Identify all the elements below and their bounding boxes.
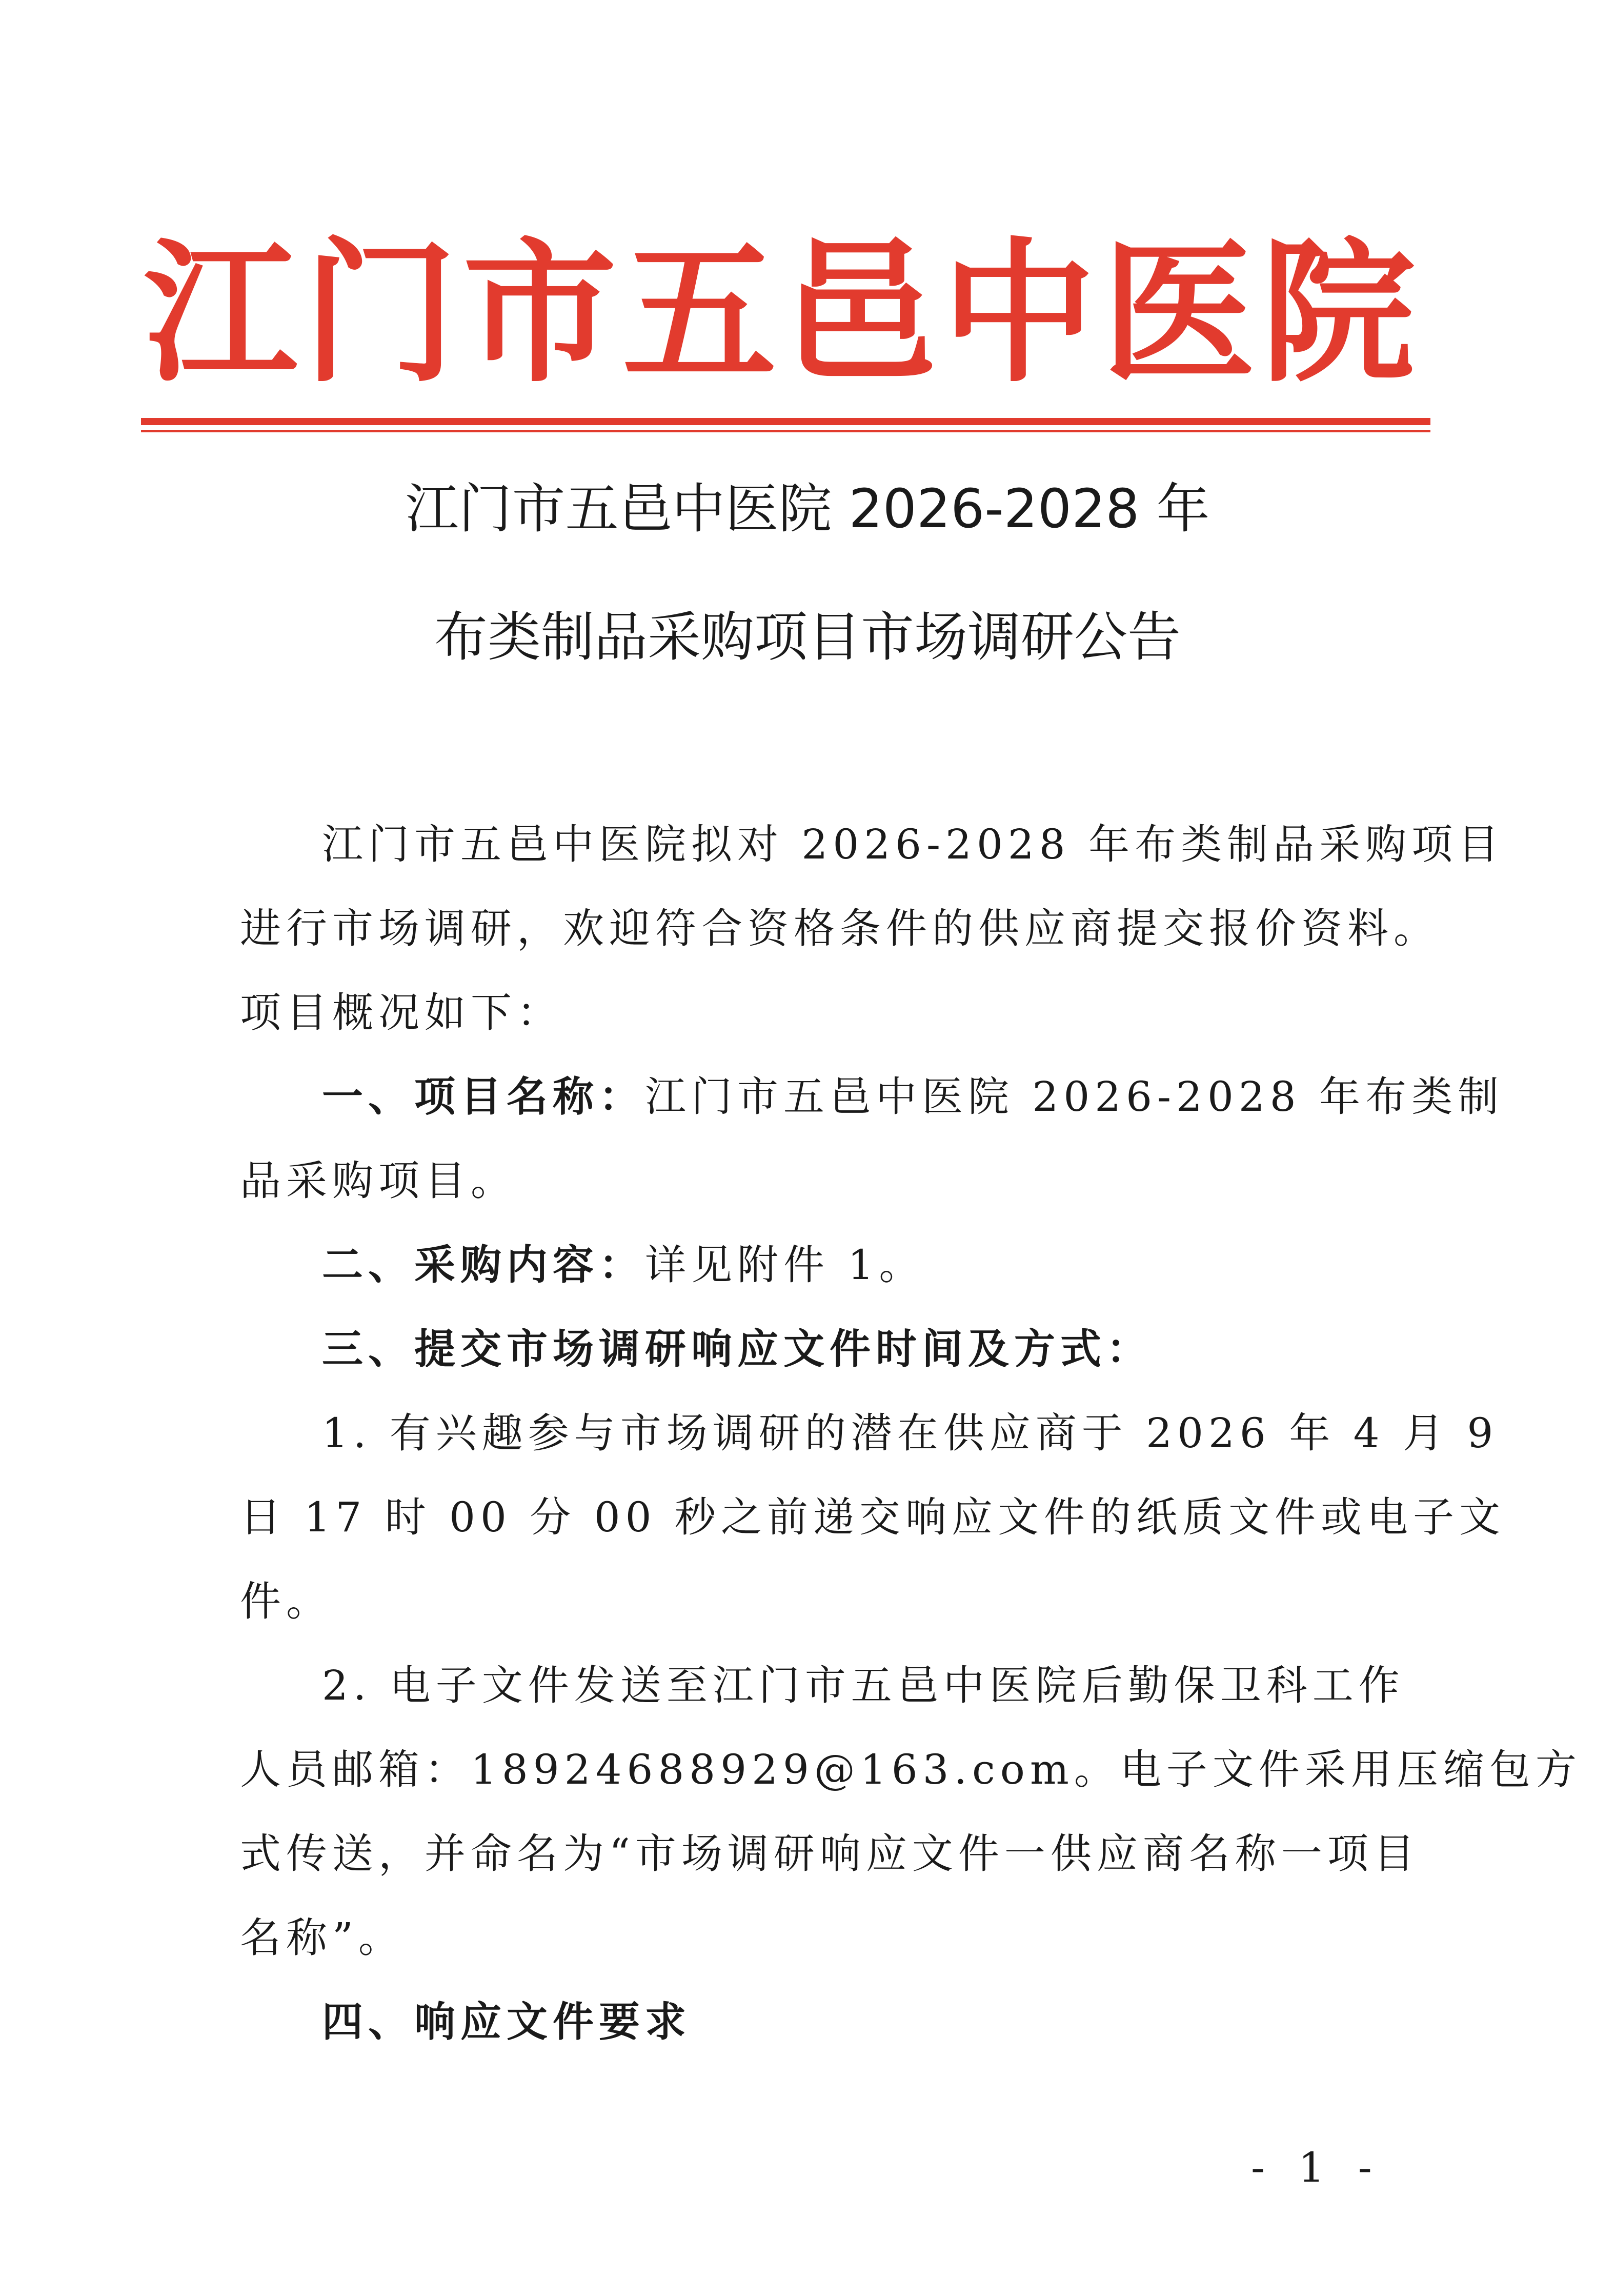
letterhead-char: 市 bbox=[462, 222, 617, 403]
letterhead-char: 邑 bbox=[782, 222, 936, 403]
letterhead-char: 中 bbox=[942, 222, 1096, 403]
letterhead-char: 江 bbox=[144, 222, 297, 403]
letterhead-char: 五 bbox=[622, 222, 777, 403]
section-2-heading: 二、采购内容： bbox=[322, 1241, 645, 1289]
section-1-line-2: 品采购项目。 bbox=[240, 1157, 517, 1205]
section-1-text: 江门市五邑中医院 2026-2028 年布类制 bbox=[645, 1073, 1504, 1121]
document-title-line-2: 布类制品采购项目市场调研公告 bbox=[434, 606, 1181, 668]
section-3-item-2-line-4: 名称”。 bbox=[240, 1914, 405, 1962]
section-2-line bbox=[322, 1223, 1374, 1307]
letterhead-title bbox=[144, 222, 1415, 403]
section-3-item-1-line-2: 日 17 时 00 分 00 秒之前递交响应文件的纸质文件或电子文 bbox=[240, 1493, 1505, 1541]
letterhead-divider-thick bbox=[141, 418, 1430, 425]
intro-line-3: 项目概况如下： bbox=[240, 989, 563, 1036]
section-3-item-2-line-1: 2. 电子文件发送至江门市五邑中医院后勤保卫科工作 bbox=[322, 1662, 1405, 1709]
section-3-item-1-line-1: 1. 有兴趣参与市场调研的潜在供应商于 2026 年 4 月 9 bbox=[322, 1409, 1499, 1457]
section-3-item-1-line-3: 件。 bbox=[240, 1578, 332, 1625]
intro-line-1: 江门市五邑中医院拟对 2026-2028 年布类制品采购项目 bbox=[322, 821, 1504, 868]
section-2-text: 详见附件 1。 bbox=[645, 1241, 925, 1289]
section-3-item-2-line-2: 人员邮箱：18924688929@163.com。电子文件采用压缩包方 bbox=[240, 1746, 1582, 1793]
section-4-heading: 四、响应文件要求 bbox=[322, 1998, 691, 2046]
section-1-heading: 一、项目名称： bbox=[322, 1073, 645, 1121]
page-number: - 1 - bbox=[1251, 2144, 1382, 2191]
section-3-heading: 三、提交市场调研响应文件时间及方式： bbox=[322, 1325, 1153, 1373]
letterhead-char: 医 bbox=[1101, 222, 1256, 403]
document-title-line-1: 江门市五邑中医院 2026-2028 年 bbox=[405, 477, 1210, 540]
letterhead-char: 院 bbox=[1261, 222, 1415, 403]
intro-line-2: 进行市场调研，欢迎符合资格条件的供应商提交报价资料。 bbox=[240, 905, 1440, 952]
section-3-item-2-line-3: 式传送，并命名为“市场调研响应文件一供应商名称一项目 bbox=[240, 1830, 1420, 1878]
section-1-line-1 bbox=[322, 1055, 1504, 1139]
letterhead-char: 门 bbox=[303, 222, 457, 403]
letterhead-divider-thin bbox=[141, 430, 1430, 432]
